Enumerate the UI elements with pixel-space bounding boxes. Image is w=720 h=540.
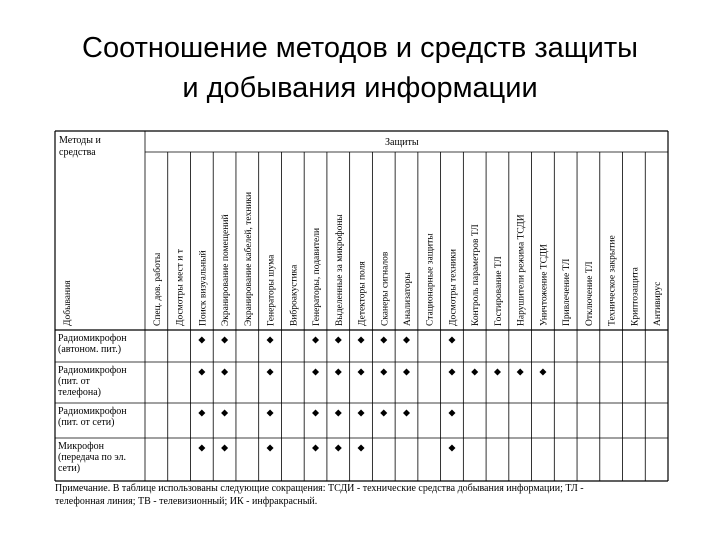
mark-diamond	[267, 337, 274, 344]
column-header: Выделенные за микрофоны	[334, 214, 345, 326]
column-header: Детекторы поля	[357, 261, 368, 326]
mark-diamond	[198, 337, 205, 344]
mark-diamond	[471, 369, 478, 376]
mark-diamond	[448, 369, 455, 376]
mark-diamond	[198, 410, 205, 417]
column-header: Поиск визуальный	[198, 250, 209, 326]
row-label: телефона)	[58, 387, 101, 398]
column-header: Криптозащита	[630, 267, 641, 326]
column-header: Сканеры сигналов	[380, 251, 391, 326]
mark-diamond	[380, 369, 387, 376]
column-header: Экранирование помещений	[221, 214, 232, 326]
slide-title-line-2: и добывания информации	[182, 72, 538, 104]
mark-diamond	[448, 337, 455, 344]
column-headers	[152, 152, 663, 481]
mark-diamond	[539, 369, 546, 376]
mark-diamond	[221, 445, 228, 452]
corner-label-line-1: Методы и	[59, 135, 101, 146]
mark-diamond	[335, 337, 342, 344]
column-header: Виброакустика	[289, 264, 300, 326]
mark-diamond	[448, 445, 455, 452]
mark-diamond	[267, 410, 274, 417]
mark-diamond	[358, 337, 365, 344]
column-header: Отключение ТЛ	[584, 261, 595, 326]
column-header: Генераторы, подавители	[312, 227, 323, 326]
mark-diamond	[312, 369, 319, 376]
column-header: Антивирус	[653, 281, 664, 326]
column-header: Уничтожение ТСДИ	[539, 244, 550, 326]
mark-diamond	[312, 445, 319, 452]
corner-label-vertical: Добывания	[63, 280, 73, 326]
row-label: Радиомикрофон	[58, 333, 127, 344]
protection-header: Защиты	[385, 137, 419, 148]
slide-title-line-1: Соотношение методов и средств защиты	[82, 32, 638, 64]
mark-diamond	[221, 369, 228, 376]
column-header: Контроль параметров ТЛ	[471, 224, 482, 326]
row-label: Радиомикрофон	[58, 365, 127, 376]
mark-diamond	[517, 369, 524, 376]
row-label: (пит. от сети)	[58, 417, 115, 428]
mark-diamond	[267, 369, 274, 376]
column-header: Спец. дов. работы	[152, 252, 163, 326]
mark-diamond	[403, 410, 410, 417]
mark-diamond	[221, 337, 228, 344]
column-header: Привлечение ТЛ	[562, 258, 573, 326]
row-label: Микрофон	[58, 441, 104, 452]
mark-diamond	[358, 410, 365, 417]
column-header: Стационарные защиты	[425, 233, 436, 326]
table-rows	[55, 333, 668, 474]
row-label: (передача по эл.	[58, 452, 126, 463]
mark-diamond	[221, 410, 228, 417]
mark-diamond	[312, 337, 319, 344]
row-label: (автоном. пит.)	[58, 344, 122, 355]
mark-diamond	[312, 410, 319, 417]
mark-diamond	[358, 445, 365, 452]
mark-diamond	[380, 410, 387, 417]
mark-diamond	[335, 369, 342, 376]
mark-diamond	[358, 369, 365, 376]
mark-diamond	[198, 369, 205, 376]
corner-label-line-2: средства	[59, 147, 96, 158]
mark-diamond	[403, 337, 410, 344]
mark-diamond	[448, 410, 455, 417]
row-label: Радиомикрофон	[58, 406, 127, 417]
mark-diamond	[267, 445, 274, 452]
column-header: Досмотры техники	[448, 249, 459, 326]
mark-diamond	[335, 445, 342, 452]
mark-diamond	[335, 410, 342, 417]
row-label: (пит. от	[58, 376, 90, 387]
row-label: сети)	[58, 463, 81, 474]
column-header: Техническое закрытие	[607, 235, 618, 326]
column-header: Нарушители режима ТСДИ	[516, 214, 527, 326]
mark-diamond	[494, 369, 501, 376]
mark-diamond	[198, 445, 205, 452]
mark-diamond	[403, 369, 410, 376]
column-header: Анализаторы	[403, 272, 413, 326]
column-header: Генераторы шума	[266, 254, 277, 326]
column-header: Досмотры мест и т	[175, 249, 186, 326]
column-header: Гостирование ТЛ	[493, 256, 504, 326]
table-note-line-1: Примечание. В таблице использованы следующие сокращения: ТСДИ - технические средства добывания информации; ТЛ -	[55, 483, 584, 494]
column-header: Экранирование кабелей, техники	[243, 191, 254, 326]
mark-diamond	[380, 337, 387, 344]
table-note-line-2: телефонная линия; ТВ - телевизионный; ИК - инфракрасный.	[55, 496, 318, 507]
